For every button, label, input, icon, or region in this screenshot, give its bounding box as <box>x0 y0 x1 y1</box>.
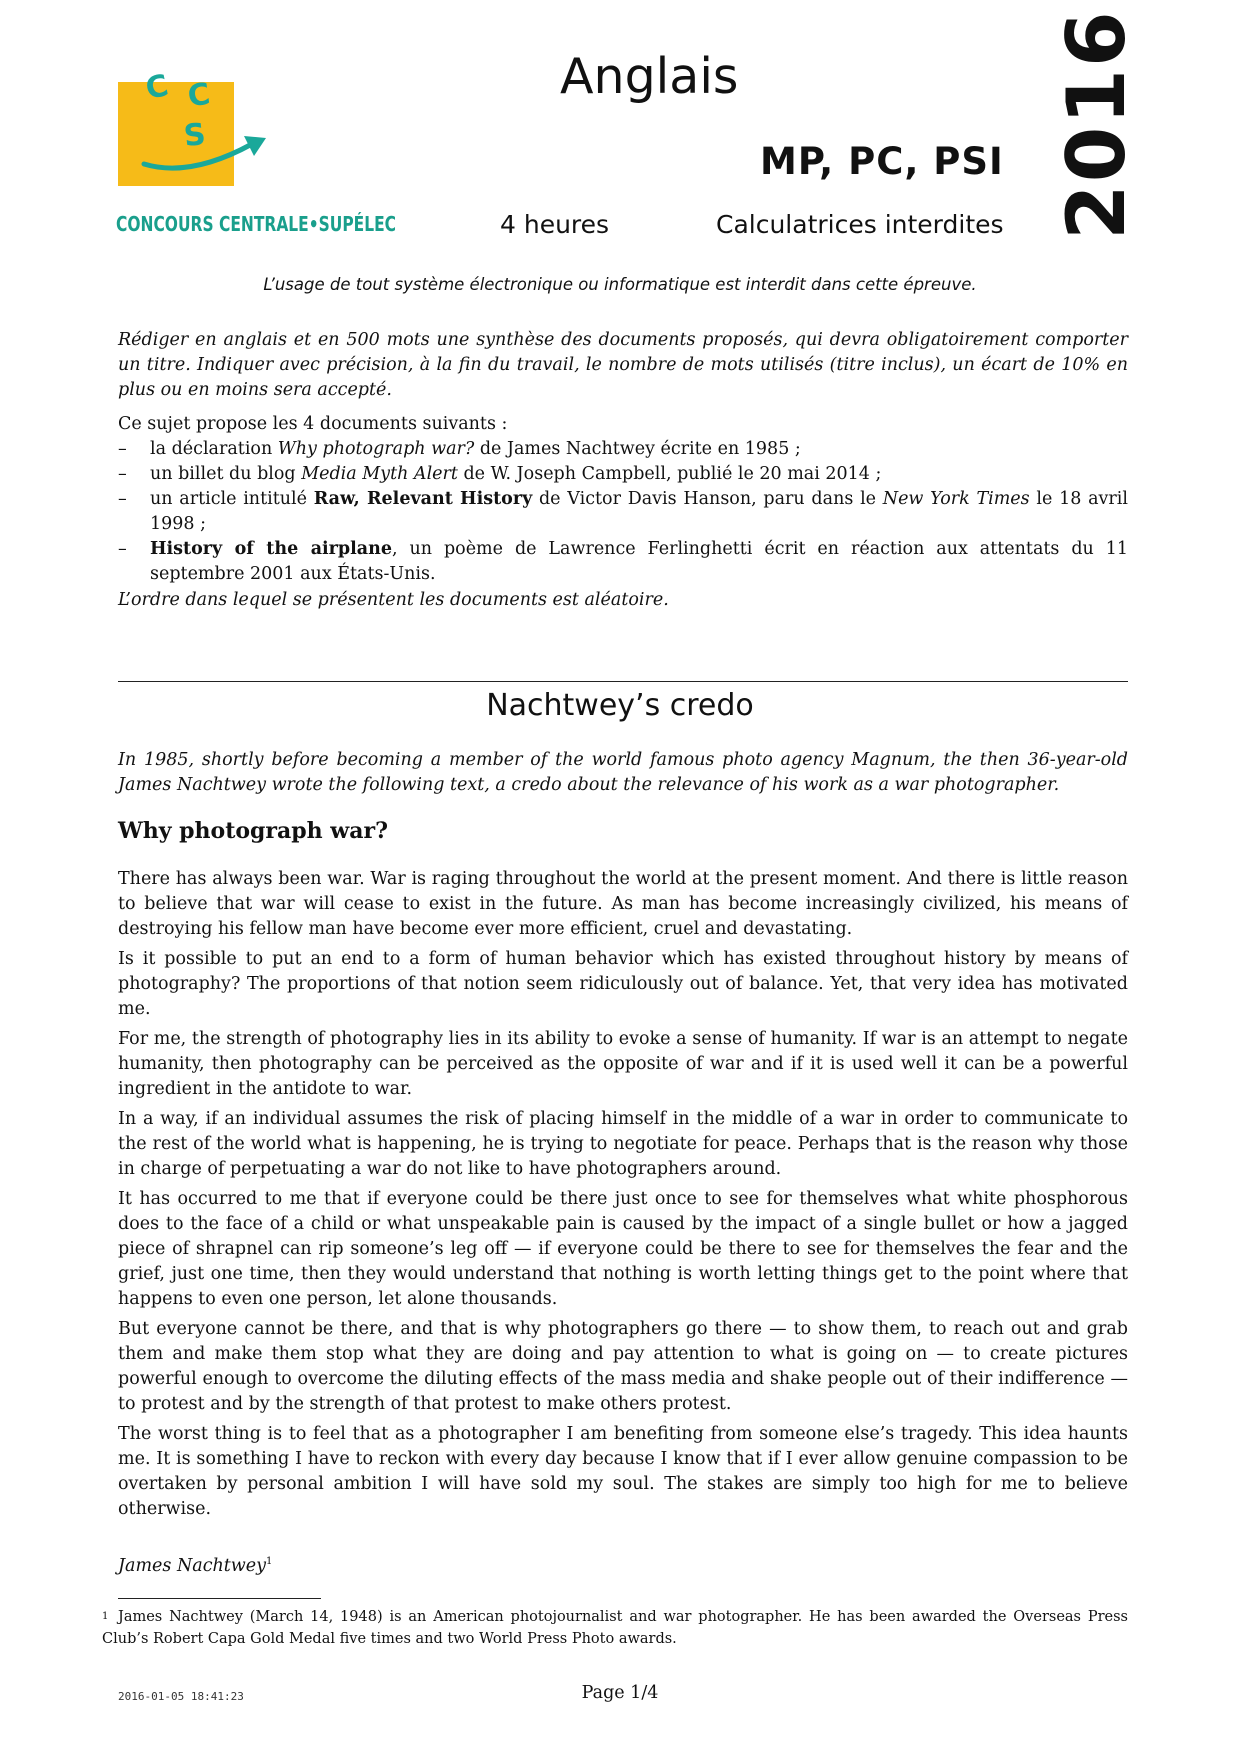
logo-smile-arrow-icon <box>140 130 270 180</box>
footnote-ref: 1 <box>266 1556 273 1568</box>
instructions: Rédiger en anglais et en 500 mots une synthèse des documents proposés, qui devra obligatoirement comporter un titre. Indiquer avec précision, à la fin du travail, le nombre de mots utilisés (titre inclus), un écart de 10% en plus ou en moins sera accepté. <box>118 330 1128 400</box>
document-subheading: Why photograph war? <box>118 818 388 844</box>
logo-caption: CONCOURS CENTRALE•SUPÉLEC <box>116 212 397 236</box>
section-divider <box>118 681 1128 682</box>
list-item: – un billet du blog Media Myth Alert de W. Joseph Campbell, publié le 20 mai 2014 ; <box>118 462 1128 487</box>
list-item: – un article intitulé Raw, Relevant History de Victor Davis Hanson, paru dans le New York Times le 18 avril 1998 ; <box>118 487 1128 537</box>
document-title: Nachtwey’s credo <box>486 688 754 723</box>
list-item: – la déclaration Why photograph war? de James Nachtwey écrite en 1985 ; <box>118 437 1128 462</box>
logo-letter-s: S <box>182 116 208 155</box>
order-note: L’ordre dans lequel se présentent les documents est aléatoire. <box>118 590 669 610</box>
footnote-divider <box>118 1598 321 1599</box>
logo-letter-c1: C <box>142 68 172 107</box>
paragraph: In a way, if an individual assumes the risk of placing himself in the middle of a war in order to communicate to the rest of the world what is happening, he is trying to negotiate for peace. Perhaps that is the reason why those in charge of perpetuating a war do not like to have photographers around. <box>118 1109 1128 1179</box>
doc-list-intro: Ce sujet propose les 4 documents suivants : <box>118 414 508 434</box>
page-number: Page 1/4 <box>581 1683 659 1703</box>
page-title: Anglais <box>560 48 739 105</box>
footnote-text: James Nachtwey (March 14, 1948) is an American photojournalist and war photographer. He has been awarded the Overseas Press Club’s Robert Capa Gold Medal five times and two World Press Photo awards. <box>102 1609 1128 1647</box>
document-list <box>118 412 1128 587</box>
duration: 4 heures <box>500 210 610 239</box>
footnote <box>102 1606 1128 1650</box>
logo-letter-c2: C <box>185 76 213 115</box>
usage-notice: L’usage de tout système électronique ou informatique est interdit dans cette épreuve. <box>263 275 977 294</box>
list-item: – History of the airplane, un poème de Lawrence Ferlinghetti écrit en réaction aux attentats du 11 septembre 2001 aux États-Unis. <box>118 537 1128 587</box>
calculators-notice: Calculatrices interdites <box>716 210 1004 239</box>
footnote-mark: 1 <box>102 1611 109 1622</box>
document-intro: In 1985, shortly before becoming a member of the world famous photo agency Magnum, the then 36-year-old James Nachtwey wrote the following text, a credo about the relevance of his work as a war photographer. <box>118 750 1128 795</box>
paragraph: The worst thing is to feel that as a photographer I am benefiting from someone else’s tragedy. This idea haunts me. It is something I have to reckon with every day because I know that if I ever allow genuine compassion to be overtaken by personal ambition I will have sold my soul. The stakes are simply too high for me to believe otherwise. <box>118 1424 1128 1519</box>
year: 2016 <box>1050 9 1143 240</box>
paragraph: But everyone cannot be there, and that is why photographers go there — to show them, to reach out and grab them and make them stop what they are doing and pay attention to what is going on — to create pictures powerful enough to overcome the diluting effects of the mass media and shake people out of their indifference — to protest and by the strength of that protest to make others protest. <box>118 1319 1128 1414</box>
timestamp: 2016-01-05 18:41:23 <box>118 1690 244 1703</box>
paragraph: There has always been war. War is raging throughout the world at the present moment. And there is little reason to believe that war will cease to exist in the future. As man has become increasingly civilized, his means of destroying his fellow man have become ever more efficient, cruel and devastating. <box>118 869 1128 939</box>
document-body <box>118 867 1128 1527</box>
paragraph: It has occurred to me that if everyone could be there just once to see for themselves what white phosphorous does to the face of a child or what unspeakable pain is caused by the impact of a single bullet or how a jagged piece of shrapnel can rip someone’s leg off — if everyone could be there to see for themselves the fear and the grief, just one time, then they would understand that nothing is worth letting things get to the point where that happens to even one person, let alone thousands. <box>118 1189 1128 1309</box>
filieres: MP, PC, PSI <box>760 140 1004 183</box>
paragraph: Is it possible to put an end to a form of human behavior which has existed throughout history by means of photography? The proportions of that notion seem ridiculously out of balance. Yet, that very idea has motivated me. <box>118 949 1128 1019</box>
paragraph: For me, the strength of photography lies in its ability to evoke a sense of humanity. If war is an attempt to negate humanity, then photography can be perceived as the opposite of war and if it is used well it can be a powerful ingredient in the antidote to war. <box>118 1029 1128 1099</box>
signature: James Nachtwey$^1$ <box>118 1556 273 1576</box>
